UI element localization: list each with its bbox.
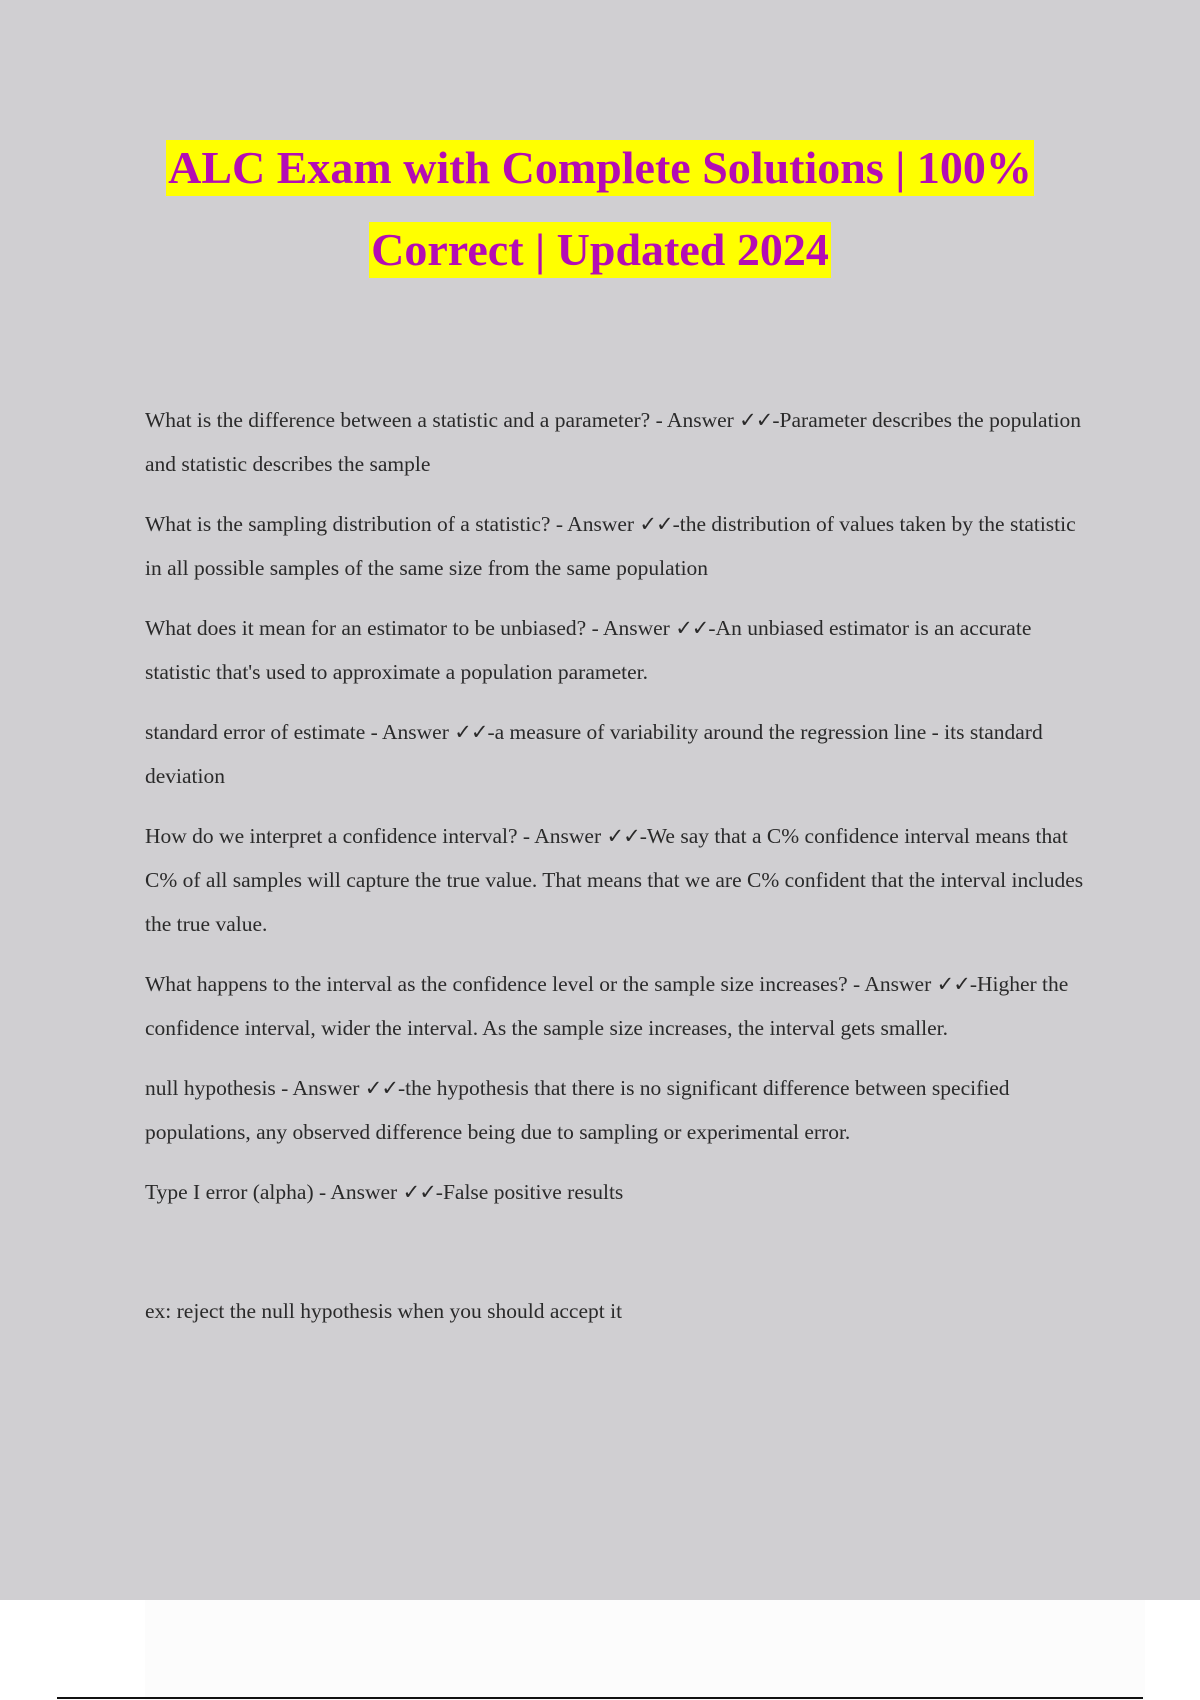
answer-label: Answer	[292, 1076, 360, 1100]
double-check-icon: ✓✓	[454, 720, 488, 744]
answer-text: -Higher the confidence interval, wider the interval. As the sample size increases, the interval gets smaller.	[145, 972, 1069, 1040]
question-text: Type I error (alpha) -	[145, 1180, 331, 1204]
double-check-icon: ✓✓	[936, 972, 970, 996]
page-divider	[57, 1697, 1143, 1699]
question-text: standard error of estimate -	[145, 720, 383, 744]
title-line-1: ALC Exam with Complete Solutions | 100%	[166, 140, 1034, 196]
question-text: What does it mean for an estimator to be unbiased? -	[145, 616, 603, 640]
question-text: null hypothesis -	[145, 1076, 293, 1100]
question-text: What is the sampling distribution of a statistic? -	[145, 512, 568, 536]
answer-label: Answer	[666, 408, 734, 432]
qa-list	[145, 398, 1095, 1355]
answer-text: -We say that a C% confidence interval means that C% of all samples will capture the true value. That means that we are C% confident that the interval includes the true value.	[145, 824, 1084, 936]
answer-text: -a measure of variability around the regression line - its standard deviation	[145, 720, 1043, 788]
title-line-2: Correct | Updated 2024	[369, 222, 831, 278]
next-page-preview	[145, 1600, 1145, 1700]
question-text: What is the difference between a statistic and a parameter? -	[145, 408, 667, 432]
document-title	[0, 140, 1200, 278]
double-check-icon: ✓✓	[639, 512, 673, 536]
qa-item	[145, 1170, 1095, 1214]
answer-label: Answer	[330, 1180, 398, 1204]
answer-text: -the hypothesis that there is no significant difference between specified populations, any observed difference being due to sampling or experimental error.	[145, 1076, 1010, 1144]
answer-text: -Parameter describes the population and statistic describes the sample	[145, 408, 1082, 476]
answer-text: -An unbiased estimator is an accurate statistic that's used to approximate a population parameter.	[145, 616, 1032, 684]
answer-label: Answer	[382, 720, 449, 744]
qa-item	[145, 710, 1095, 798]
answer-label: Answer	[534, 824, 602, 848]
answer-label: Answer	[602, 616, 670, 640]
example-note: ex: reject the null hypothesis when you should accept it	[145, 1299, 623, 1323]
double-check-icon: ✓✓	[739, 408, 773, 432]
qa-item	[145, 814, 1095, 946]
qa-item	[145, 962, 1095, 1050]
qa-item	[145, 398, 1095, 486]
double-check-icon: ✓✓	[606, 824, 640, 848]
double-check-icon: ✓✓	[364, 1076, 398, 1100]
double-check-icon: ✓✓	[675, 616, 709, 640]
answer-label: Answer	[567, 512, 635, 536]
qa-item	[145, 606, 1095, 694]
double-check-icon: ✓✓	[402, 1180, 436, 1204]
answer-text: -False positive results	[435, 1180, 624, 1204]
question-text: What happens to the interval as the confidence level or the sample size increases? -	[145, 972, 865, 996]
question-text: How do we interpret a confidence interval? -	[145, 824, 535, 848]
qa-item	[145, 1066, 1095, 1154]
qa-item	[145, 502, 1095, 590]
answer-text: -the distribution of values taken by the statistic in all possible samples of the same size from the same population	[145, 512, 1076, 580]
answer-label: Answer	[864, 972, 932, 996]
